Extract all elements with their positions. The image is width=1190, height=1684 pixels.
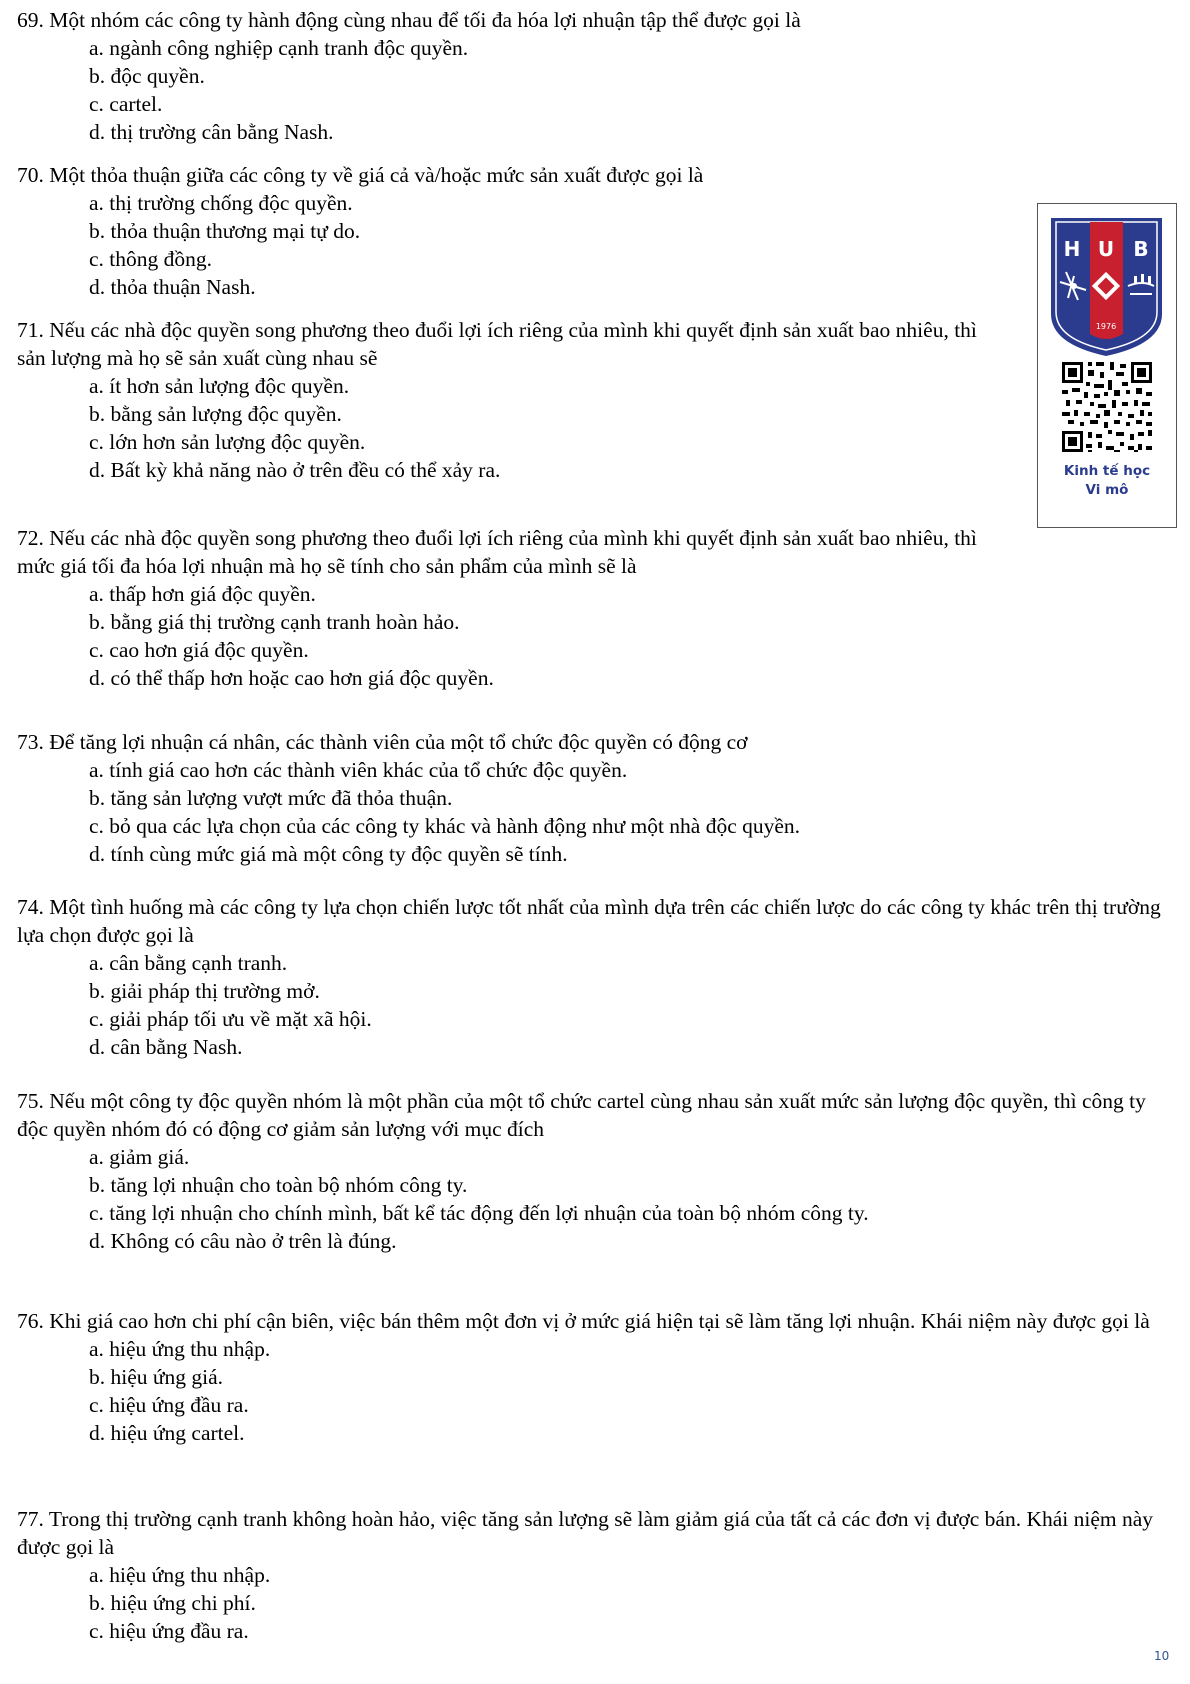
answer-option: c. giải pháp tối ưu về mặt xã hội. bbox=[89, 1007, 372, 1031]
answer-option: a. thị trường chống độc quyền. bbox=[89, 191, 353, 215]
answer-option: a. ngành công nghiệp cạnh tranh độc quyền. bbox=[89, 36, 469, 60]
question-stem: 74. Một tình huống mà các công ty lựa chọn chiến lược tốt nhất của mình dựa trên các chiến lược do các công ty khác trên thị trường lựa chọn được gọi là bbox=[17, 895, 1161, 947]
question-77 bbox=[17, 1505, 1177, 1645]
logo-caption-line1: Kinh tế học bbox=[1063, 463, 1151, 479]
answer-option: b. hiệu ứng chi phí. bbox=[89, 1591, 256, 1615]
answer-option: a. tính giá cao hơn các thành viên khác của tổ chức độc quyền. bbox=[89, 758, 628, 782]
answer-option: d. hiệu ứng cartel. bbox=[89, 1421, 245, 1445]
question-stem: 71. Nếu các nhà độc quyền song phương theo đuổi lợi ích riêng của mình khi quyết định sản xuất bao nhiêu, thì sản lượng mà họ sẽ sản xuất cùng nhau sẽ bbox=[17, 318, 977, 370]
question-75 bbox=[17, 1087, 1177, 1255]
question-stem: 69. Một nhóm các công ty hành động cùng nhau để tối đa hóa lợi nhuận tập thể được gọi là bbox=[17, 8, 801, 32]
answer-option: c. hiệu ứng đầu ra. bbox=[89, 1619, 249, 1643]
answer-option: c. tăng lợi nhuận cho chính mình, bất kể tác động đến lợi nhuận của toàn bộ nhóm công ty. bbox=[89, 1201, 869, 1225]
logo-letter: H bbox=[1063, 237, 1081, 261]
logo-letter: U bbox=[1097, 237, 1115, 261]
answer-option: a. giảm giá. bbox=[89, 1145, 190, 1169]
answer-option: d. thỏa thuận Nash. bbox=[89, 275, 256, 299]
answer-option: b. tăng lợi nhuận cho toàn bộ nhóm công ty. bbox=[89, 1173, 468, 1197]
question-stem: 72. Nếu các nhà độc quyền song phương theo đuổi lợi ích riêng của mình khi quyết định sản xuất bao nhiêu, thì mức giá tối đa hóa lợi nhuận mà họ sẽ tính cho sản phẩm của mình sẽ là bbox=[17, 526, 977, 578]
logo-year: 1976 bbox=[1095, 322, 1117, 331]
qr-code bbox=[1062, 362, 1152, 452]
hub-logo-box bbox=[1037, 203, 1177, 528]
answer-option: b. bằng giá thị trường cạnh tranh hoàn hảo. bbox=[89, 610, 460, 634]
question-76 bbox=[17, 1307, 1177, 1447]
question-74 bbox=[17, 893, 1177, 1061]
question-stem: 77. Trong thị trường cạnh tranh không hoàn hảo, việc tăng sản lượng sẽ làm giảm giá của tất cả các đơn vị được bán. Khái niệm này được gọi là bbox=[17, 1507, 1154, 1559]
answer-option: c. cao hơn giá độc quyền. bbox=[89, 638, 309, 662]
answer-option: a. cân bằng cạnh tranh. bbox=[89, 951, 288, 975]
answer-option: b. tăng sản lượng vượt mức đã thỏa thuận. bbox=[89, 786, 453, 810]
question-stem: 70. Một thỏa thuận giữa các công ty về giá cả và/hoặc mức sản xuất được gọi là bbox=[17, 163, 704, 187]
answer-option: b. độc quyền. bbox=[89, 64, 205, 88]
answer-option: d. cân bằng Nash. bbox=[89, 1035, 243, 1059]
question-73 bbox=[17, 728, 1177, 868]
answer-option: a. hiệu ứng thu nhập. bbox=[89, 1563, 271, 1587]
answer-option: a. ít hơn sản lượng độc quyền. bbox=[89, 374, 350, 398]
question-71 bbox=[17, 316, 1007, 484]
logo-caption-line2: Vi mô bbox=[1085, 482, 1129, 498]
question-69 bbox=[17, 6, 1177, 146]
answer-option: c. lớn hơn sản lượng độc quyền. bbox=[89, 430, 366, 454]
answer-option: d. Bất kỳ khả năng nào ở trên đều có thể xảy ra. bbox=[89, 458, 501, 482]
question-stem: 73. Để tăng lợi nhuận cá nhân, các thành viên của một tổ chức độc quyền có động cơ bbox=[17, 730, 748, 754]
question-70 bbox=[17, 161, 1177, 301]
answer-option: c. thông đồng. bbox=[89, 247, 213, 271]
answer-option: d. có thể thấp hơn hoặc cao hơn giá độc quyền. bbox=[89, 666, 494, 690]
answer-option: b. bằng sản lượng độc quyền. bbox=[89, 402, 342, 426]
answer-option: a. thấp hơn giá độc quyền. bbox=[89, 582, 316, 606]
answer-option: b. giải pháp thị trường mở. bbox=[89, 979, 320, 1003]
logo-letter: B bbox=[1133, 237, 1149, 261]
answer-option: b. hiệu ứng giá. bbox=[89, 1365, 224, 1389]
answer-option: c. cartel. bbox=[89, 92, 163, 116]
answer-option: d. Không có câu nào ở trên là đúng. bbox=[89, 1229, 397, 1253]
question-stem: 76. Khi giá cao hơn chi phí cận biên, việc bán thêm một đơn vị ở mức giá hiện tại sẽ làm tăng lợi nhuận. Khái niệm này được gọi là bbox=[17, 1309, 1150, 1333]
page-number: 10 bbox=[1154, 1649, 1170, 1663]
question-stem: 75. Nếu một công ty độc quyền nhóm là một phần của một tổ chức cartel cùng nhau sản xuất mức sản lượng độc quyền, thì công ty độc quyền nhóm đó có động cơ giảm sản lượng với mục đích bbox=[17, 1089, 1146, 1141]
answer-option: c. hiệu ứng đầu ra. bbox=[89, 1393, 249, 1417]
answer-option: a. hiệu ứng thu nhập. bbox=[89, 1337, 271, 1361]
answer-option: d. tính cùng mức giá mà một công ty độc quyền sẽ tính. bbox=[89, 842, 568, 866]
question-72 bbox=[17, 524, 1007, 692]
answer-option: c. bỏ qua các lựa chọn của các công ty khác và hành động như một nhà độc quyền. bbox=[89, 814, 801, 838]
answer-option: d. thị trường cân bằng Nash. bbox=[89, 120, 334, 144]
answer-option: b. thỏa thuận thương mại tự do. bbox=[89, 219, 361, 243]
